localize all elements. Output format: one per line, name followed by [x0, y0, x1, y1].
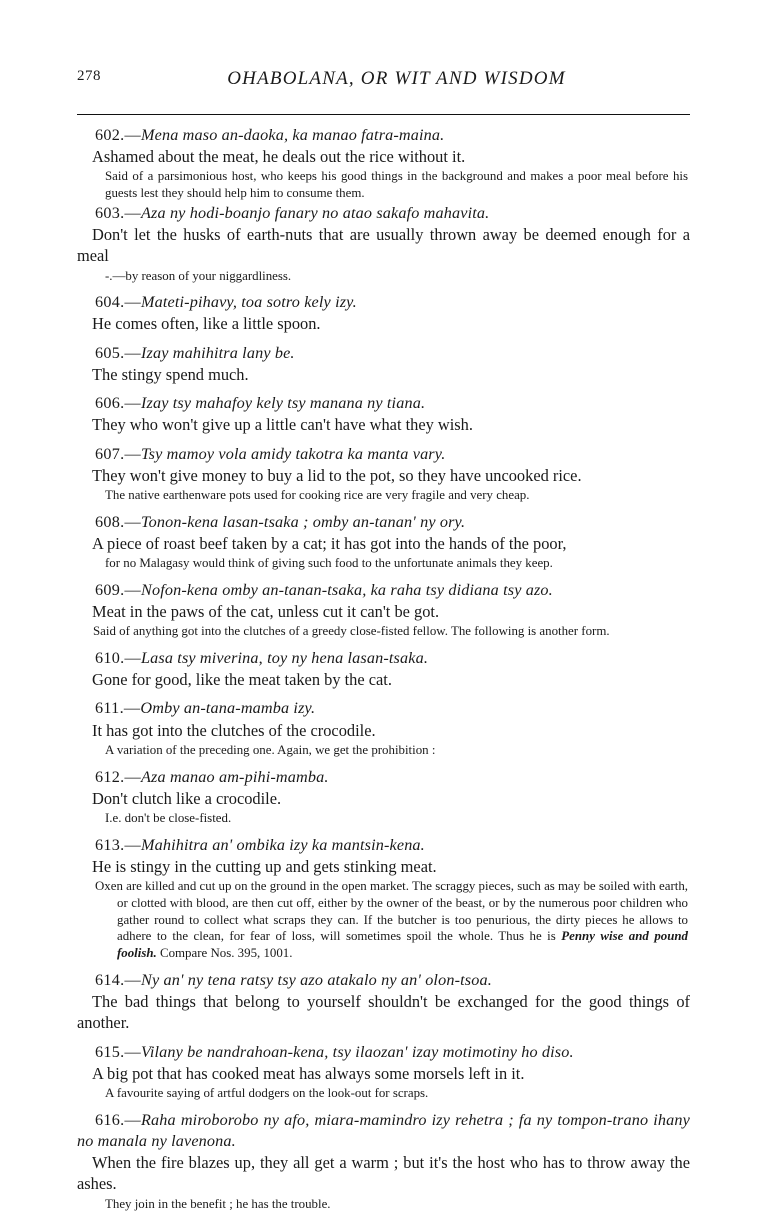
translation-line: They who won't give up a little can't have what they wish. [92, 415, 473, 435]
translation-line: The bad things that belong to yourself shouldn't be exchanged for the good things of another. [77, 992, 690, 1033]
proverb-entry-615 [77, 1042, 690, 1102]
translation-line: Gone for good, like the meat taken by the cat. [92, 670, 392, 690]
proverb-line [77, 125, 690, 146]
proverb-entry-608 [77, 512, 690, 572]
proverb-entry-602 [77, 125, 690, 202]
proverb-line [77, 1110, 690, 1152]
translation-line: Ashamed about the meat, he deals out the rice without it. [92, 147, 466, 167]
translation-line: Don't clutch like a crocodile. [92, 788, 282, 808]
proverb-entry-609 [77, 580, 690, 640]
proverb-entry-603 [77, 203, 690, 284]
entry-number: 615.— [95, 1042, 142, 1061]
translation-line: A big pot that has cooked meat has always some morsels left in it. [92, 1063, 525, 1083]
proverb-line [77, 835, 690, 856]
proverb-line [77, 698, 690, 719]
proverb-line [77, 970, 690, 991]
proverb-line [77, 767, 690, 788]
proverb-entry-605 [77, 343, 690, 385]
body-column [0, 115, 767, 1212]
commentary-note: They join in the benefit ; he has the trouble. [105, 1196, 331, 1211]
commentary-note: Said of a parsimonious host, who keeps his good things in the background and makes a poor meal before his guests lest they should help him to consume them. [105, 169, 688, 201]
translation-line: He comes often, like a little spoon. [92, 314, 321, 334]
running-title: OHABOLANA, OR WIT AND WISDOM [227, 68, 566, 89]
proverb-text: Lasa tsy miverina, toy ny hena lasan-tsaka. [141, 649, 429, 668]
entry-number: 608.— [95, 512, 142, 531]
commentary-note: Said of anything got into the clutches of a greedy close-fisted fellow. The following is another form. [93, 624, 610, 639]
entry-number: 614.— [95, 970, 142, 989]
commentary-note: A favourite saying of artful dodgers on the look-out for scraps. [105, 1086, 429, 1101]
entry-number: 607.— [95, 444, 142, 463]
proverb-text: Izay mahihitra lany be. [141, 343, 295, 362]
commentary-note: for no Malagasy would think of giving such food to the unfortunate animals they keep. [105, 556, 553, 571]
entry-number: 602.— [95, 126, 142, 144]
proverb-line [77, 648, 690, 669]
note-italic-phrase: Penny wise and pound foolish. [117, 929, 688, 961]
commentary-note: The native earthenware pots used for cooking rice are very fragile and very cheap. [105, 487, 530, 502]
proverb-entry-610 [77, 648, 690, 690]
proverb-entry-607 [77, 444, 690, 504]
proverb-text: Mateti-pihavy, toa sotro kely izy. [141, 293, 357, 312]
commentary-note [77, 878, 690, 962]
proverb-line [77, 203, 690, 224]
proverb-line [77, 512, 690, 533]
proverb-text: Izay tsy mahafoy kely tsy manana ny tiana. [141, 394, 426, 413]
entry-number: 612.— [95, 767, 142, 786]
page-folio-number: 278 [77, 68, 101, 84]
translation-line: Don't let the husks of earth-nuts that are usually thrown away be deemed enough for a meal [77, 224, 690, 266]
entry-number: 609.— [95, 580, 142, 599]
translation-line: They won't give money to buy a lid to the pot, so they have uncooked rice. [92, 465, 582, 485]
entry-number: 604.— [95, 293, 142, 312]
proverb-text: Vilany be nandrahoan-kena, tsy ilaozan' izay motimotiny ho diso. [141, 1042, 574, 1061]
proverb-entry-614 [77, 970, 690, 1034]
proverb-text: Ny an' ny tena ratsy tsy azo atakalo ny an' olon-tsoa. [141, 970, 492, 989]
proverb-line [77, 580, 690, 601]
translation-line: It has got into the clutches of the crocodile. [92, 720, 376, 740]
translation-line: Meat in the paws of the cat, unless cut it can't be got. [92, 601, 440, 621]
entry-number: 610.— [95, 649, 142, 668]
proverb-entry-604 [77, 292, 690, 334]
entry-number: 613.— [95, 835, 142, 854]
translation-line: A piece of roast beef taken by a cat; it has got into the hands of the poor, [92, 533, 567, 553]
proverb-text: Nofon-kena omby an-tanan-tsaka, ka raha tsy didiana tsy azo. [141, 580, 553, 599]
translation-line: The stingy spend much. [92, 364, 249, 384]
proverb-line [77, 444, 690, 465]
proverb-entry-611 [77, 698, 690, 758]
proverb-text: Aza ny hodi-boanjo fanary no atao sakafo mahavita. [141, 203, 490, 222]
note-text-part2: Compare Nos. 395, 1001. [156, 946, 293, 961]
running-head [0, 0, 767, 98]
proverb-line [77, 1042, 690, 1063]
proverb-text: Tsy mamoy vola amidy takotra ka manta vary. [141, 444, 446, 463]
proverb-line [77, 393, 690, 414]
proverb-text: Mahihitra an' ombika izy ka mantsin-kena. [141, 835, 425, 854]
proverb-text: Omby an-tana-mamba izy. [140, 699, 316, 718]
commentary-note: I.e. don't be close-fisted. [105, 810, 232, 825]
note-text-part1: Oxen are killed and cut up on the ground in the open market. The scraggy pieces, such as may be soiled with earth, or clotted with blood, are then cut off, either by the owner of the beast, or by the numerous poor children who gather round to collect what scraps they can. If the butcher is too penurious, the dirty pieces he allows to adhere to the clean, for fear of loss, will sometimes spoil the whole. Thus he is [95, 879, 688, 944]
entry-number: 603.— [95, 203, 142, 222]
proverb-entry-616 [77, 1110, 690, 1212]
proverb-line [77, 292, 690, 313]
proverb-entry-606 [77, 393, 690, 435]
proverb-entry-613 [77, 835, 690, 962]
proverb-entry-612 [77, 767, 690, 827]
entry-number: 606.— [95, 394, 142, 413]
proverb-line [77, 343, 690, 364]
entry-number: 611.— [95, 699, 141, 718]
proverb-text: Raha miroborobo ny afo, miara-mamindro izy rehetra ; fa ny tompon-trano ihany no manala ny lavenona. [77, 1110, 690, 1150]
proverb-text: Tonon-kena lasan-tsaka ; omby an-tanan' ny ory. [141, 512, 466, 531]
commentary-note: A variation of the preceding one. Again, we get the prohibition : [105, 742, 436, 757]
entry-number: 616.— [95, 1110, 142, 1129]
translation-line: When the fire blazes up, they all get a warm ; but it's the host who has to throw away the ashes. [77, 1152, 690, 1194]
proverb-text: Aza manao am-pihi-mamba. [141, 767, 329, 786]
commentary-note: -.—by reason of your niggardliness. [105, 268, 292, 283]
translation-line: He is stingy in the cutting up and gets stinking meat. [92, 856, 437, 876]
entry-number: 605.— [95, 343, 142, 362]
proverb-text: Mena maso an-daoka, ka manao fatra-maina. [141, 126, 445, 144]
